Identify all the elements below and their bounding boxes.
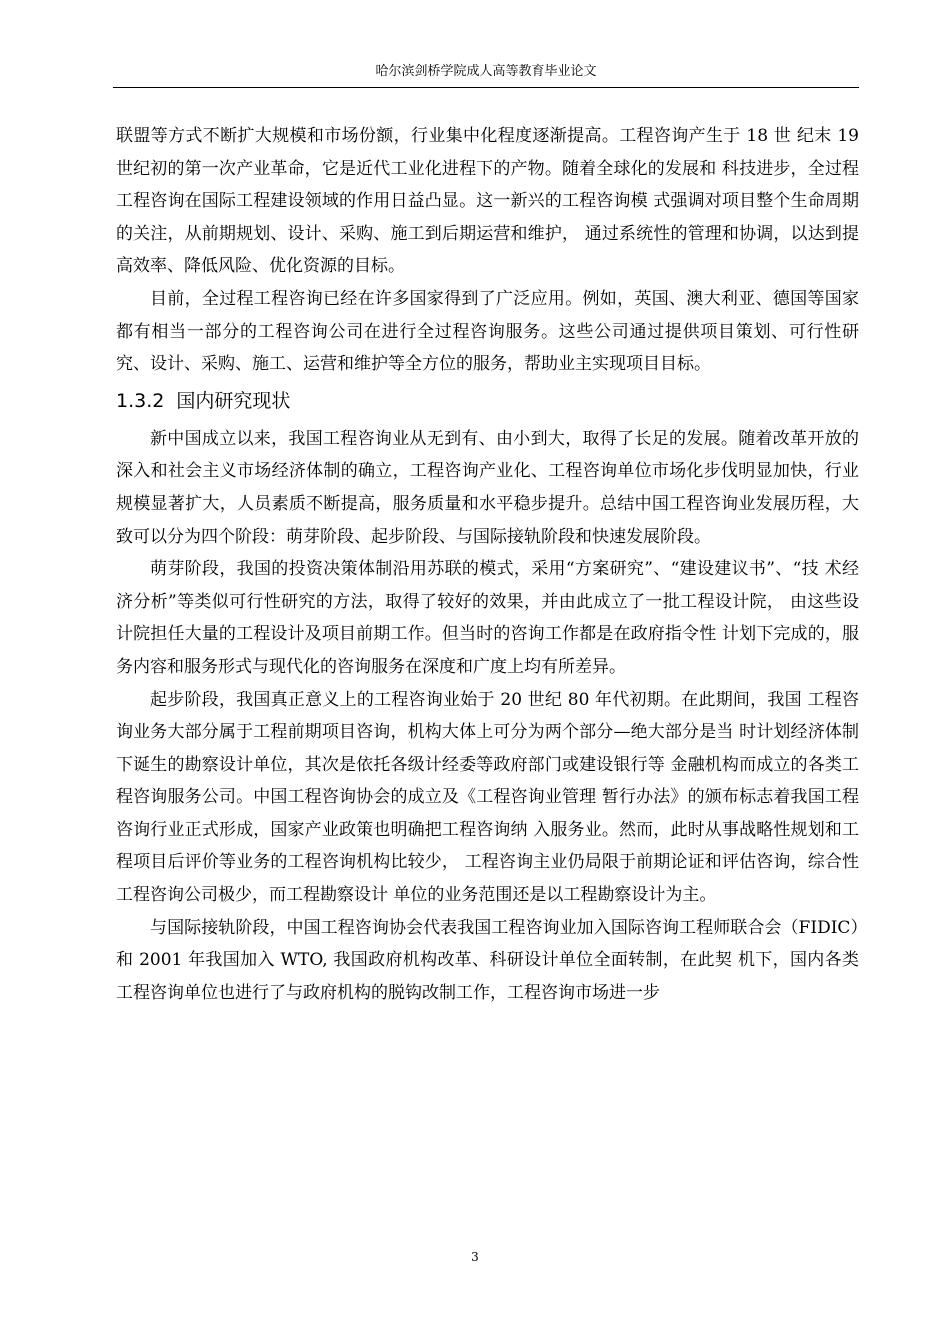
section-number: 1.3.2	[116, 389, 165, 412]
header-rule	[113, 87, 859, 88]
page-body	[116, 120, 859, 1009]
section-heading	[116, 385, 859, 417]
running-header: 哈尔滨剑桥学院成人高等教育毕业论文	[375, 64, 597, 79]
paragraph: 新中国成立以来，我国工程咨询业从无到有、由小到大，取得了长足的发展。随着改革开放的深入和社会主义市场经济体制的确立，工程咨询产业化、工程咨询单位市场化步伐明显加快，行业规模显著扩大，人员素质不断提高，服务质量和水平稳步提升。总结中国工程咨询业发展历程，大致可以分为四个阶段：萌芽阶段、起步阶段、与国际接轨阶段和快速发展阶段。	[116, 428, 859, 547]
paragraph: 萌芽阶段，我国的投资决策体制沿用苏联的模式，采用“方案研究”、“建设建议书”、“技 术经济分析”等类似可行性研究的方法，取得了较好的效果，并由此成立了一批工程设计院， 由这些设计院担任大量的工程设计及项目前期工作。但当时的咨询工作都是在政府指令性 计划下完成的，服务内容和服务形式与现代化的咨询服务在深度和广度上均有所差异。	[116, 559, 859, 677]
paragraph: 目前，全过程工程咨询已经在许多国家得到了广泛应用。例如，英国、澳大利亚、德国等国家都有相当一部分的工程咨询公司在进行全过程咨询服务。这些公司通过提供项目策划、可行性研究、设计、采购、施工、运营和维护等全方位的服务，帮助业主实现项目目标。	[116, 288, 859, 375]
paragraph: 与国际接轨阶段，中国工程咨询协会代表我国工程咨询业加入国际咨询工程师联合会（FIDIC）和 2001 年我国加入 WTO, 我国政府机构改革、科研设计单位全面转制，在此契 机下，国内各类工程咨询单位也进行了与政府机构的脱钩改制工作，工程咨询市场进一步	[116, 917, 859, 1003]
section-title: 国内研究现状	[176, 389, 291, 412]
page-number: 3	[471, 1250, 479, 1264]
paragraph-continued: 联盟等方式不断扩大规模和市场份额，行业集中化程度逐渐提高。工程咨询产生于 18 世 纪末 19 世纪初的第一次产业革命，它是近代工业化进程下的产物。随着全球化的发展和 科技进步，全过程工程咨询在国际工程建设领域的作用日益凸显。这一新兴的工程咨询模 式强调对项目整个生命周期的关注，从前期规划、设计、采购、施工到后期运营和维护， 通过系统性的管理和协调，以达到提高效率、降低风险、优化资源的目标。	[116, 126, 859, 277]
paragraph: 起步阶段，我国真正意义上的工程咨询业始于 20 世纪 80 年代初期。在此期间，我国 工程咨询业务大部分属于工程前期项目咨询，机构大体上可分为两个部分—绝大部分是当 时计划经济体制下诞生的勘察设计单位，其次是依托各级计经委等政府部门或建设银行等 金融机构而成立的各类工程咨询服务公司。中国工程咨询协会的成立及《工程咨询业管理 暂行办法》的颁布标志着我国工程咨询行业正式形成，国家产业政策也明确把工程咨询纳 入服务业。然而，此时从事战略性规划和工程项目后评价等业务的工程咨询机构比较少， 工程咨询主业仍局限于前期论证和评估咨询，综合性工程咨询公司极少，而工程勘察设计 单位的业务范围还是以工程勘察设计为主。	[116, 689, 859, 906]
